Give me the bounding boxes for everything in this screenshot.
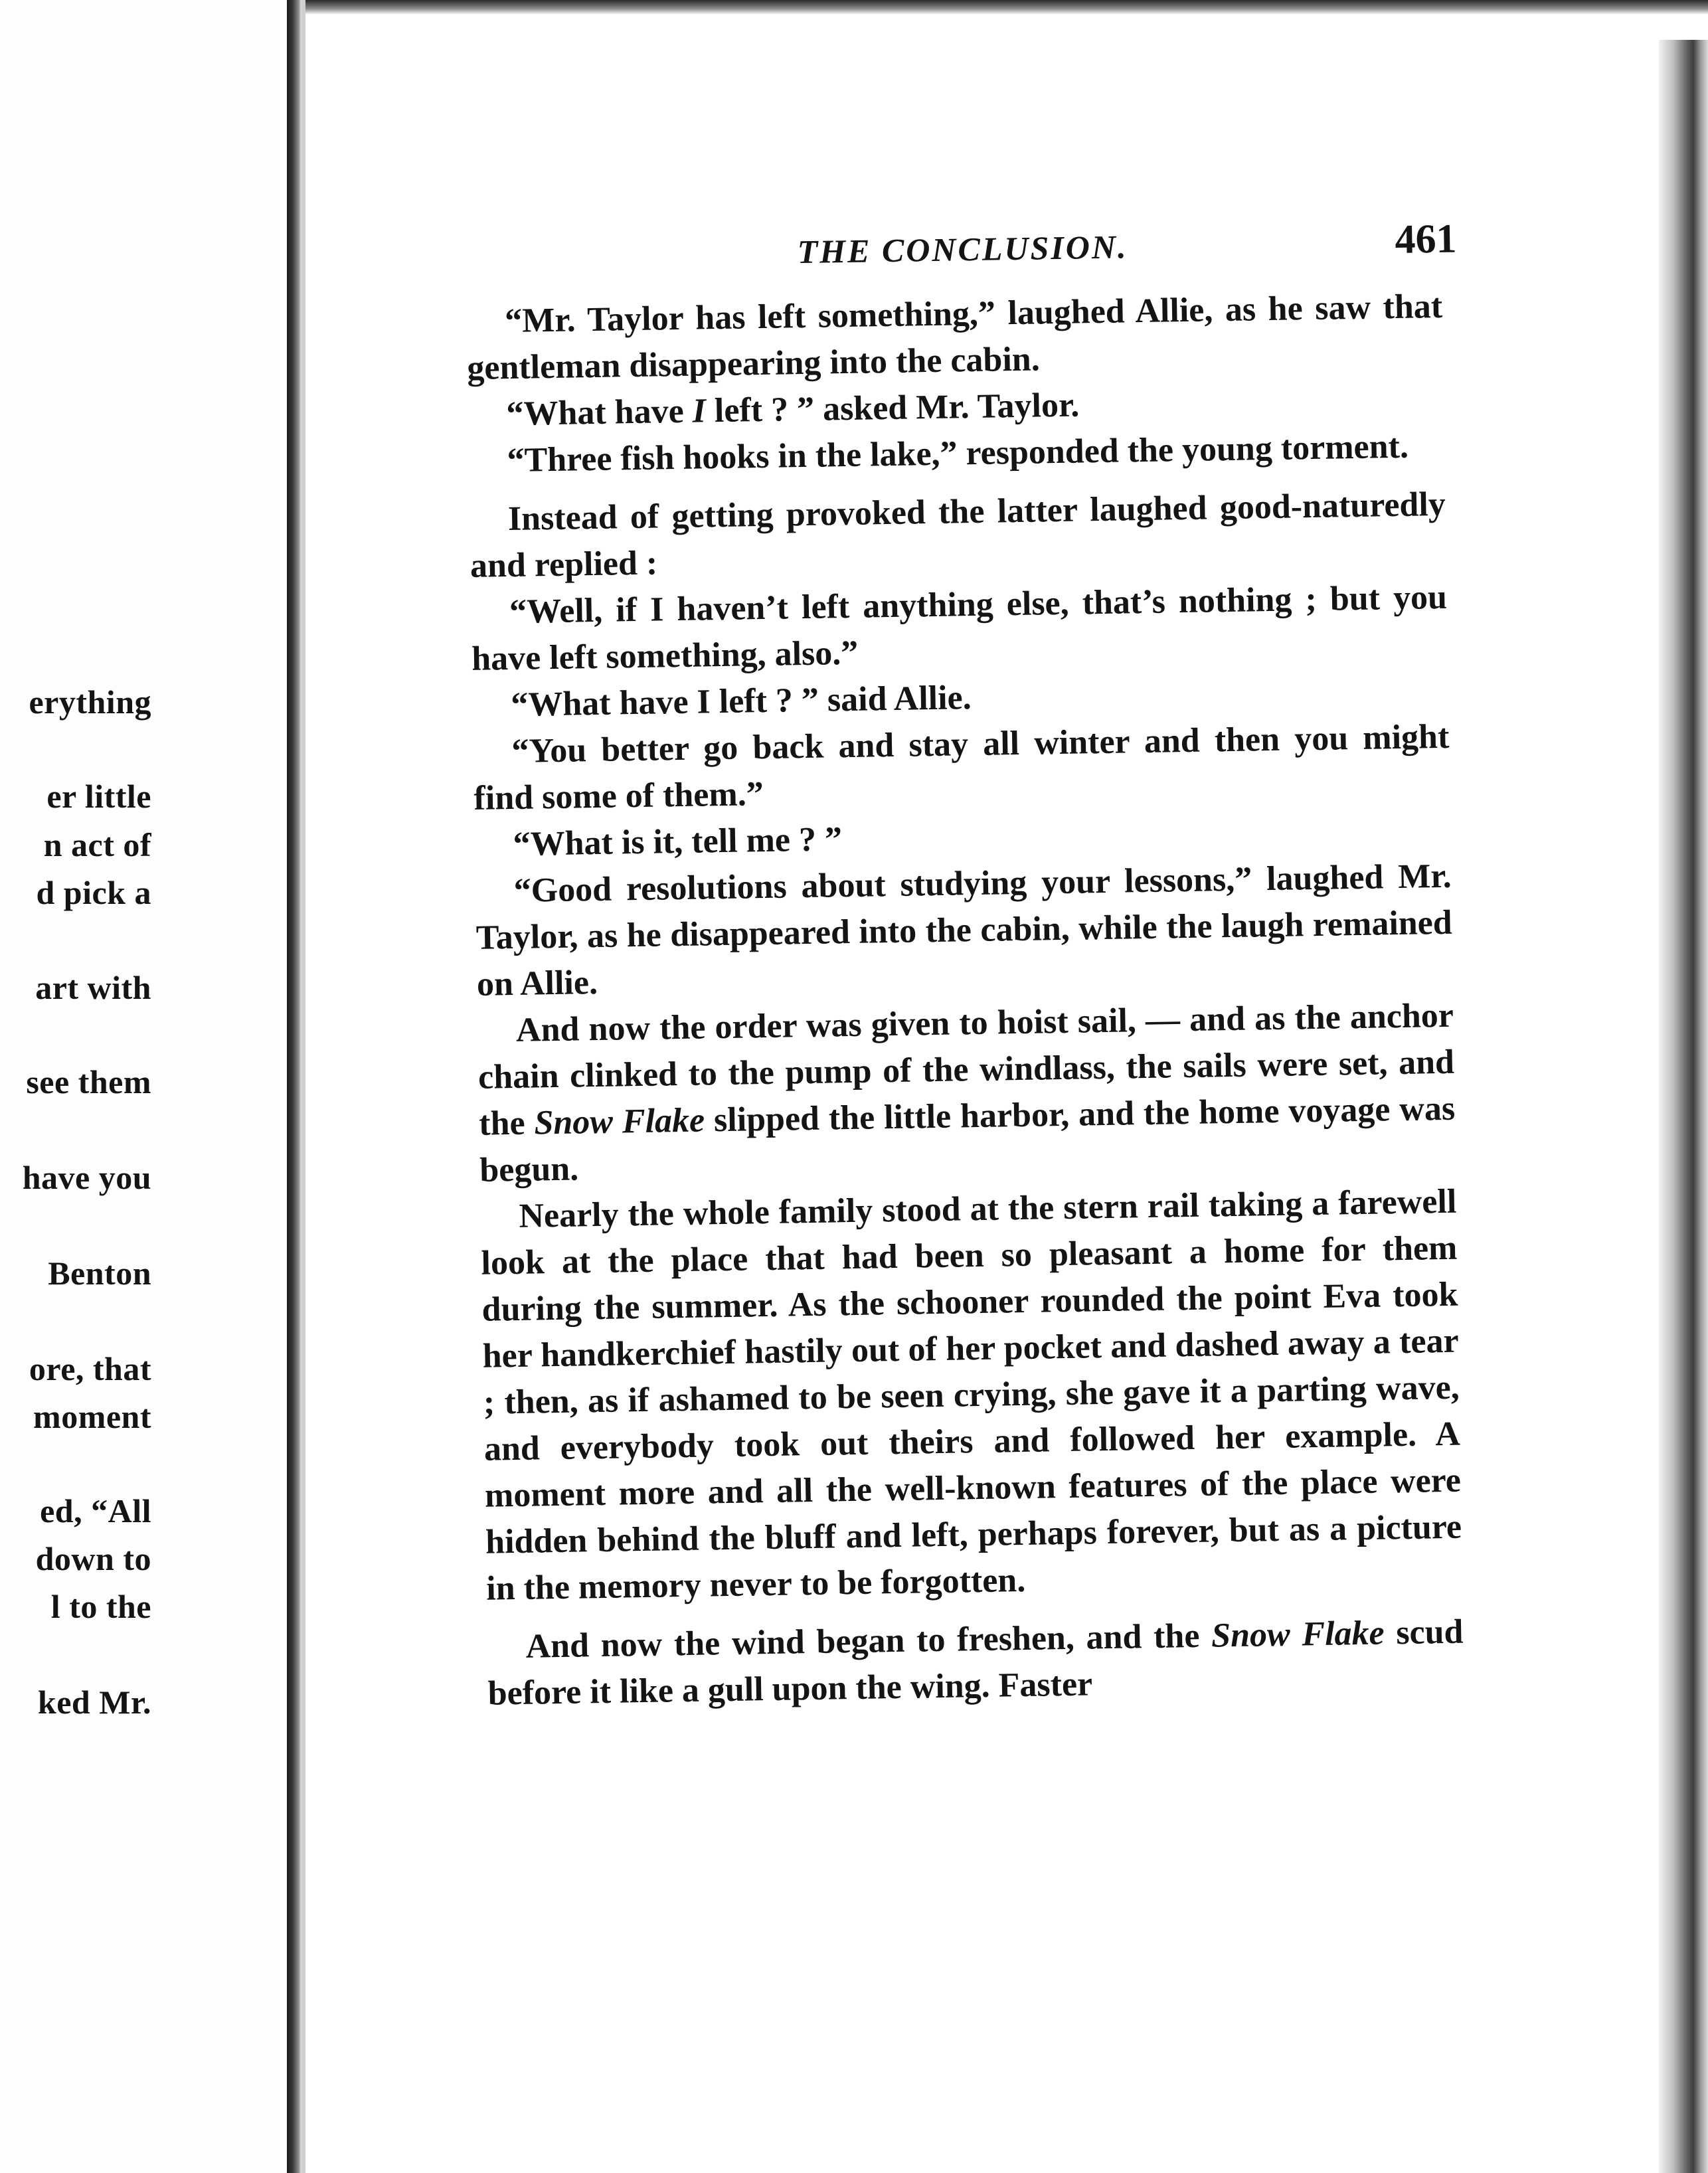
page-body [466, 284, 1464, 1717]
left-line-fragment: art with [35, 969, 151, 1006]
text-run: “What have [506, 392, 693, 434]
page-right-edge [1659, 40, 1708, 2173]
left-page-fragment [0, 0, 286, 2173]
italic-run: Snow Flake [534, 1101, 705, 1142]
italic-run: I [692, 392, 707, 430]
left-line-fragment: Benton [48, 1255, 151, 1292]
left-line-fragment: down to [35, 1540, 151, 1577]
left-line-fragment: erything [29, 683, 151, 721]
left-line-fragment: see them [26, 1063, 151, 1100]
paragraph: “Well, if I haven’t left anything else, that’s nothing ; but you have left something, also.” [471, 578, 1448, 678]
gutter-edge [301, 0, 305, 2173]
left-line-fragment: moment [33, 1398, 151, 1435]
paragraph: Instead of getting provoked the latter laughed good-naturedly and replied : [470, 485, 1446, 585]
book-gutter [287, 0, 301, 2173]
page-number: 461 [1394, 216, 1458, 263]
paragraph [477, 993, 1456, 1194]
left-line-fragment: er little [46, 778, 151, 815]
page-header [465, 210, 1462, 299]
text-run: slipped the little harbor, and the home voyage was begun. [479, 1089, 1456, 1189]
paragraph: “What is it, tell me ? ” [513, 820, 843, 863]
paragraph: Nearly the whole family stood at the stern rail taking a farewell look at the place that had been so pleasant a home for them during the summer. As the schooner rounded the point Eva took her handkerchief hastily out of her pocket and dashed away a tear ; then, as if ashamed to be seen crying, she gave it a parting wave, and everybody took out theirs and followed her example. A moment more and all the well-known features of the place were hidden behind the bluff and left, perhaps forever, but as a picture in the memory never to be forgotten. [481, 1182, 1462, 1608]
left-line-fragment: have you [22, 1159, 151, 1196]
left-line-fragment: ed, “All [40, 1492, 151, 1529]
text-run: And now the order was given to hoist sail, — and as the anchor chain clinked to the pump of the windlass, the sails were set, and the [477, 996, 1455, 1143]
left-line-fragment: l to the [50, 1588, 151, 1625]
paragraph: “Mr. Taylor has left something,” laughed Allie, as he saw that gentleman disappearing into the cabin. [466, 287, 1443, 387]
left-line-fragment: ore, that [29, 1350, 151, 1387]
page-461 [465, 210, 1484, 1717]
paragraph: “Good resolutions about studying your lessons,” laughed Mr. Taylor, as he disappeared into the cabin, while the laugh remained on Allie. [475, 857, 1453, 1003]
text-run: scud before it like a gull upon the wing. Faster [487, 1612, 1464, 1713]
left-line-fragment: n act of [43, 826, 151, 863]
left-line-fragment: ked Mr. [37, 1684, 151, 1721]
paragraph: “Three fish hooks in the lake,” responded the young torment. [507, 427, 1409, 480]
running-head: THE CONCLUSION. [797, 228, 1128, 271]
left-line-fragment: d pick a [36, 874, 151, 911]
text-run: left ? ” asked Mr. Taylor. [705, 386, 1080, 430]
italic-run: Snow Flake [1211, 1614, 1385, 1655]
paragraph: “You better go back and stay all winter and then you might find some of them.” [473, 717, 1450, 818]
paragraph: “What have I left ? ” said Allie. [510, 679, 972, 724]
page-top-edge [305, 0, 1708, 15]
paragraph [487, 1609, 1464, 1717]
text-run: And now the wind began to freshen, and the [525, 1616, 1212, 1666]
